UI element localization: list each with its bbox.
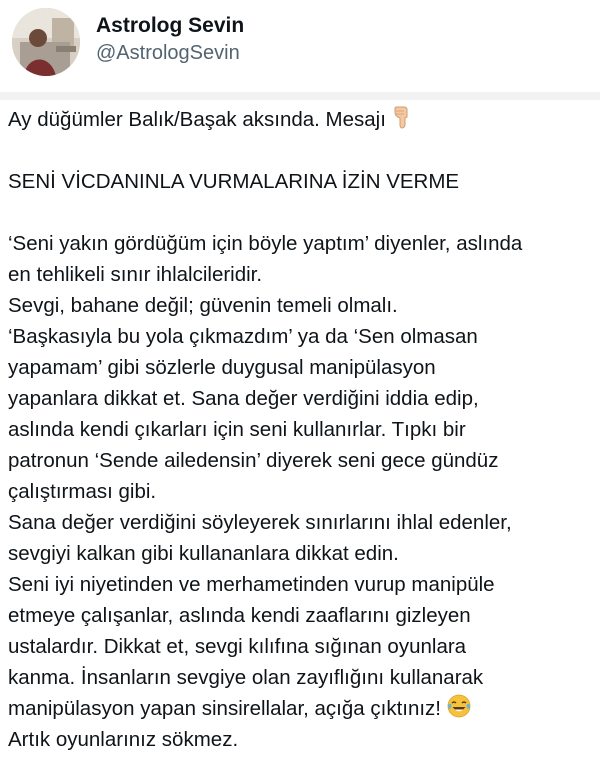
tweet-line: sevgiyi kalkan gibi kullananlara dikkat edin. <box>8 542 399 565</box>
tweet-line: yapamam’ gibi sözlerle duygusal manipülasyon <box>8 356 436 379</box>
tweet-line: Sana değer verdiğini söyleyerek sınırlarını ihlal edenler, <box>8 511 512 534</box>
tweet-line: etmeye çalışanlar, aslında kendi zaaflarını gizleyen <box>8 604 471 627</box>
tweet-line: Sevgi, bahane değil; güvenin temeli olmalı. <box>8 294 398 317</box>
blank-line <box>8 135 594 166</box>
laughing-tears-emoji-icon <box>447 694 471 727</box>
avatar[interactable] <box>12 8 80 76</box>
tweet-line: çalıştırması gibi. <box>8 480 157 503</box>
tweet-header <box>0 0 600 92</box>
tweet-line <box>8 693 594 724</box>
tweet-text <box>8 104 594 755</box>
tweet-line: ‘Başkasıyla bu yola çıkmazdım’ ya da ‘Sen olmasan <box>8 325 478 348</box>
tweet-line: yapanlara dikkat et. Sana değer verdiğini iddia edip, <box>8 387 479 410</box>
author-handle[interactable]: @AstrologSevin <box>96 42 240 64</box>
blank-line <box>8 197 594 228</box>
tweet-line <box>8 104 594 135</box>
tweet-line: en tehlikeli sınır ihlalcileridir. <box>8 263 263 286</box>
tweet-line-text: Ay düğümler Balık/Başak aksında. Mesajı <box>8 108 386 131</box>
tweet-line: Artık oyunlarınız sökmez. <box>8 728 239 751</box>
tweet-line: ustalardır. Dikkat et, sevgi kılıfına sığınan oyunlara <box>8 635 467 658</box>
tweet-line: aslında kendi çıkarları için seni kullanırlar. Tıpkı bir <box>8 418 466 441</box>
tweet-line: kanma. İnsanların sevgiye olan zayıflığını kullanarak <box>8 666 484 689</box>
tweet-line: SENİ VİCDANINLA VURMALARINA İZİN VERME <box>8 170 460 193</box>
pointing-down-hand-icon <box>392 105 412 138</box>
author-name[interactable]: Astrolog Sevin <box>96 14 245 37</box>
tweet-line: patronun ‘Sende ailedensin’ diyerek seni gece gündüz <box>8 449 499 472</box>
profile-photo-icon <box>12 8 80 76</box>
tweet-line: ‘Seni yakın gördüğüm için böyle yaptım’ diyenler, aslında <box>8 232 523 255</box>
tweet-line: Seni iyi niyetinden ve merhametinden vurup manipüle <box>8 573 495 596</box>
header-divider <box>0 92 600 100</box>
tweet-line-text: manipülasyon yapan sinsirellalar, açığa çıktınız! <box>8 697 442 720</box>
